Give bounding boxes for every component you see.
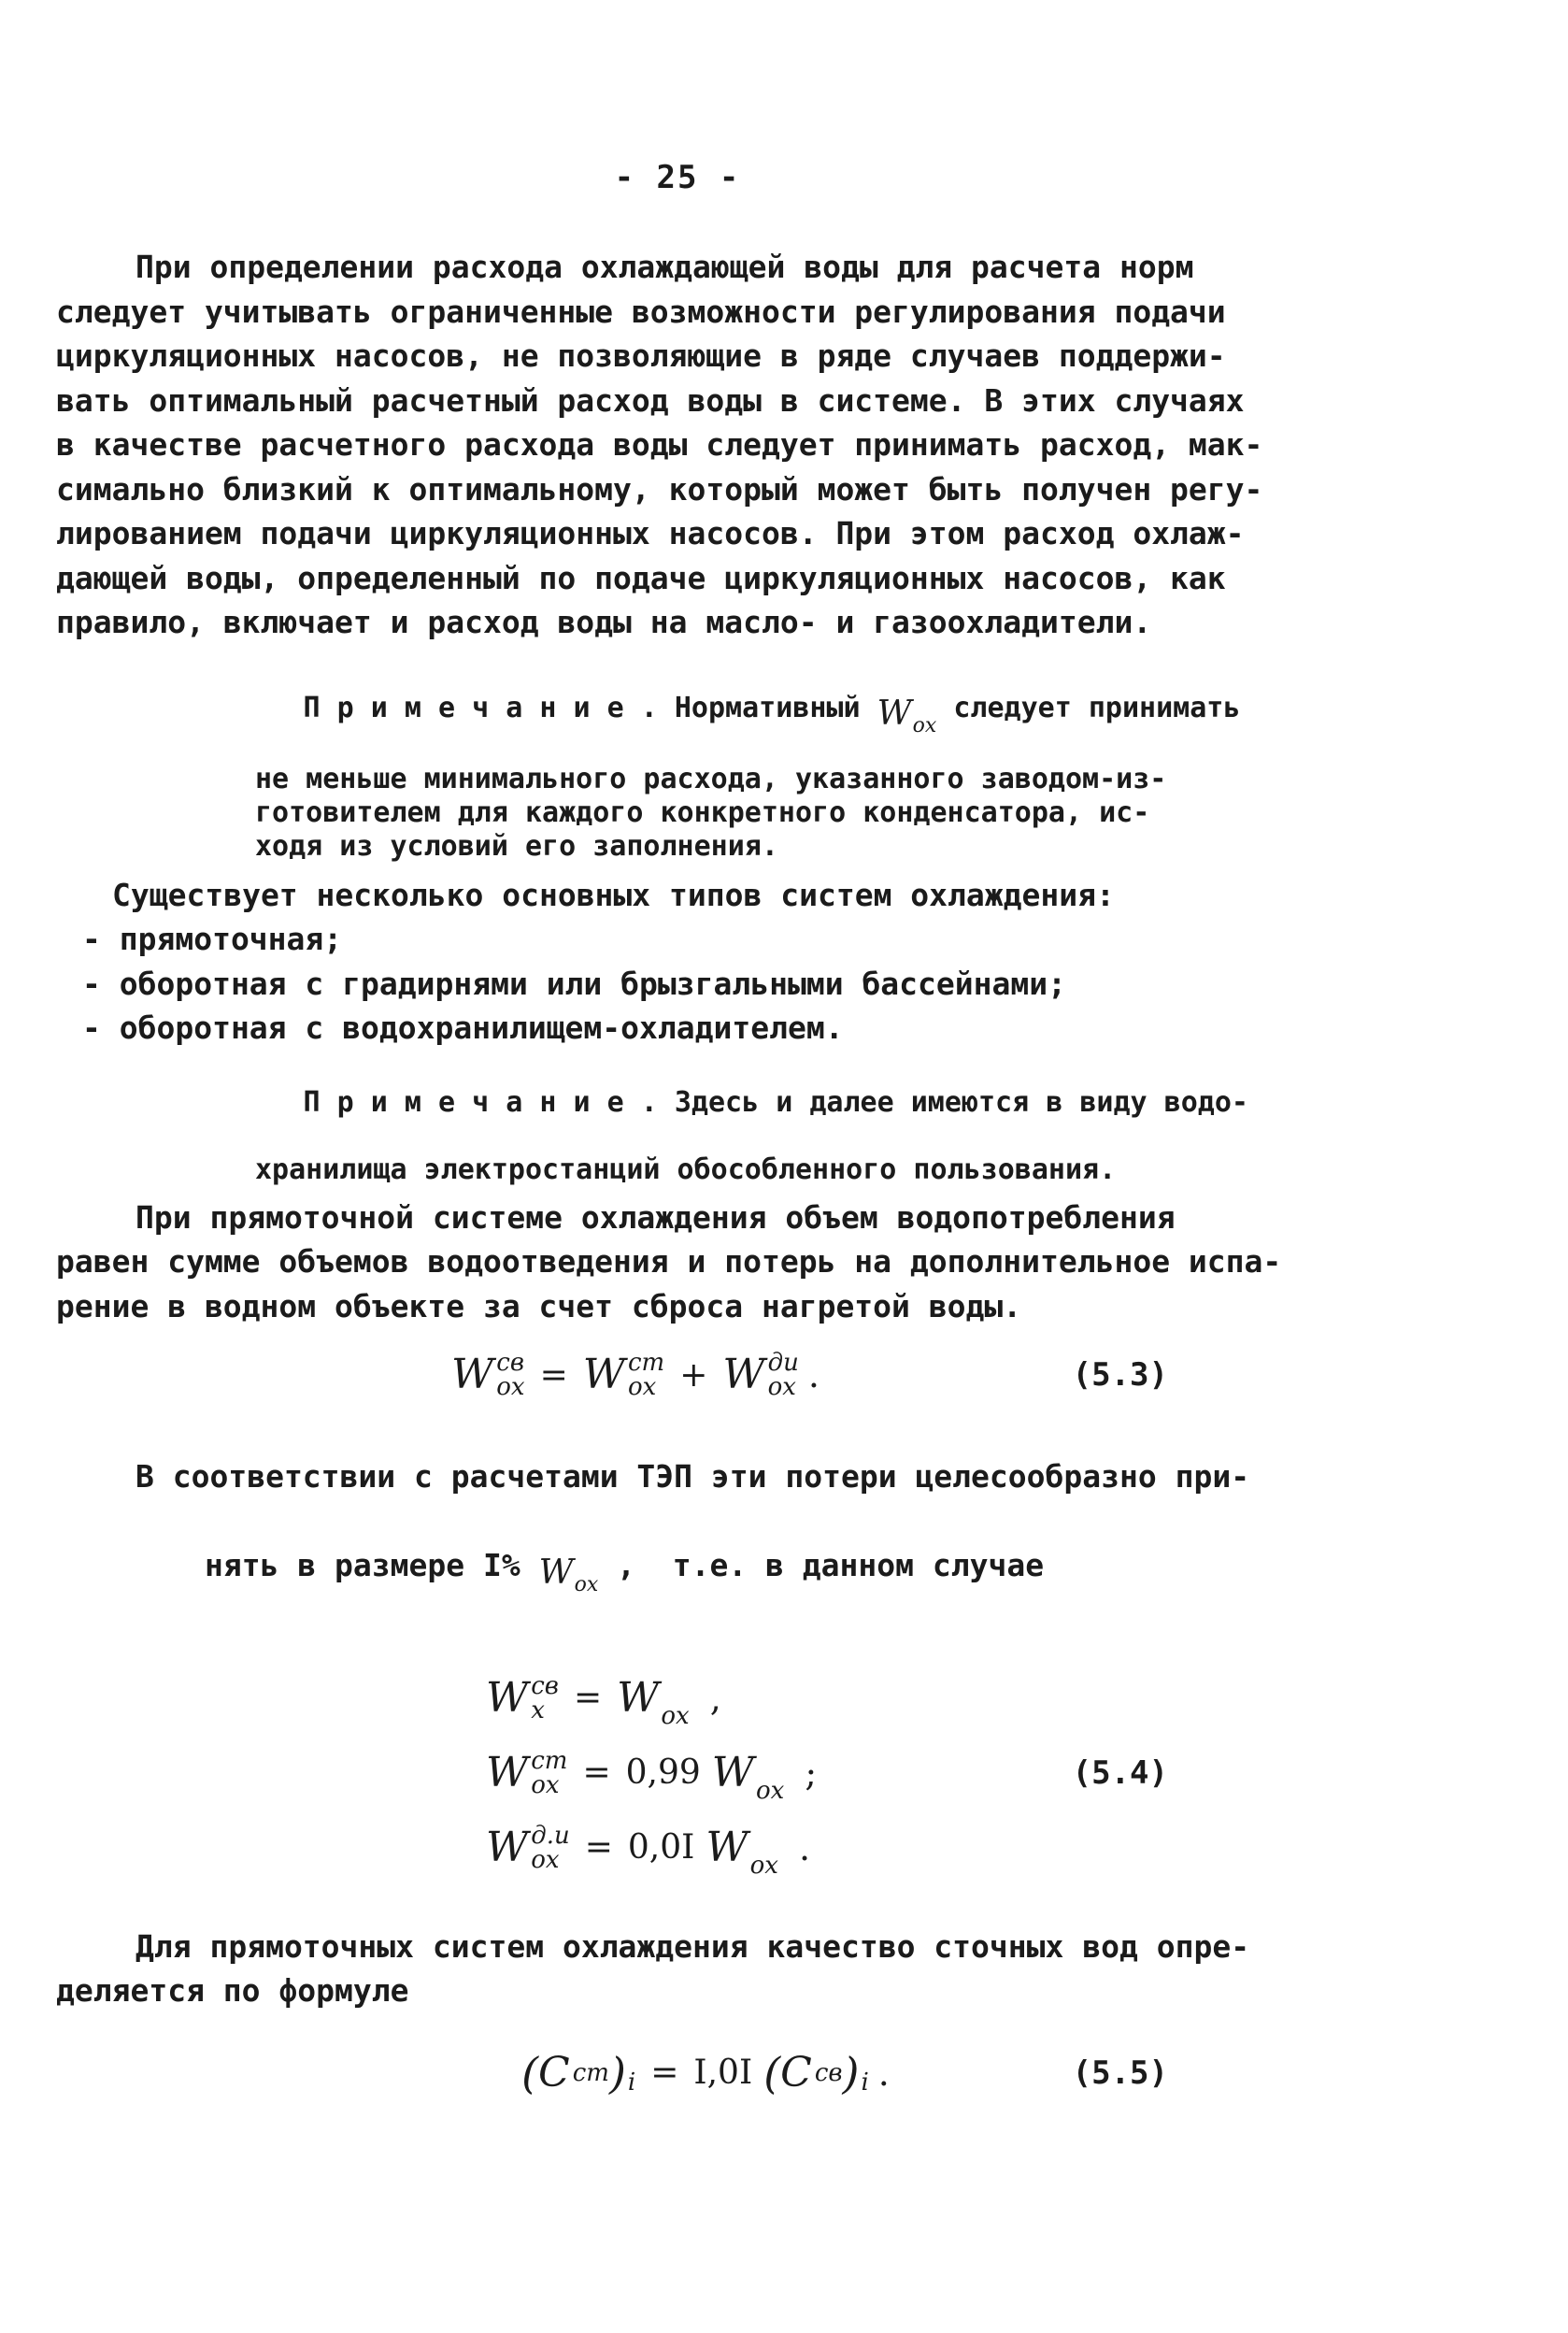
equals-sign: = <box>539 1355 568 1395</box>
note-text: Здесь и далее имеются в виду водо- <box>657 1085 1248 1119</box>
note-line: хранилища электростанций обособленного пользования. <box>255 1152 1117 1186</box>
note-text: следует принимать <box>936 691 1241 724</box>
w-di-ox-term: W ди ох <box>722 1349 799 1401</box>
list-lead: Существует несколько основных типов систем охлаждения: <box>112 876 1115 913</box>
index-i: i <box>627 2068 636 2097</box>
equation-number: (5.5) <box>1072 2054 1168 2092</box>
plus-sign: + <box>679 1355 708 1395</box>
body-line: в качестве расчетного расхода воды следует принимать расход, мак- <box>56 426 1263 463</box>
formula-row: W св х = W ох , <box>486 1671 721 1730</box>
coefficient: 0,0I <box>627 1828 695 1867</box>
note-label: П р и м е ч а н и е . <box>303 691 658 724</box>
note-line: ходя из условий его заполнения. <box>255 829 778 863</box>
body-line <box>56 1499 1299 1633</box>
coefficient: 0,99 <box>625 1753 701 1792</box>
w-ox-variable: W ох <box>538 1553 599 1596</box>
close-paren: ) <box>608 2047 626 2098</box>
body-line: следует учитывать ограниченные возможности регулирования подачи <box>56 293 1226 330</box>
body-line: При определении расхода охлаждающей воды для расчета норм <box>135 249 1194 285</box>
w-ox-variable: W ох <box>877 694 937 737</box>
body-line: симально близкий к оптимальному, который может быть получен регу- <box>56 470 1263 508</box>
open-paren: ( <box>521 2047 539 2098</box>
formula-period: . <box>787 1826 811 1868</box>
paragraph-4 <box>56 1925 1299 2013</box>
body-line: циркуляционных насосов, не позволяющие в ряде случаев поддержи- <box>56 337 1226 374</box>
w-st-ox-term: W ст ох <box>582 1349 665 1401</box>
body-line: рение в водном объекте за счет сброса нагретой воды. <box>56 1287 1022 1324</box>
index-i: i <box>861 2068 869 2097</box>
paragraph-2 <box>56 1195 1299 1329</box>
body-line: лированием подачи циркуляционных насосов. При этом расход охлаж- <box>56 515 1245 551</box>
open-paren: ( <box>763 2047 781 2098</box>
formula-body <box>451 1351 820 1399</box>
list-item: - прямоточная; <box>82 921 343 957</box>
equation-number: (5.3) <box>1072 1356 1168 1394</box>
close-paren: ) <box>842 2047 860 2098</box>
body-line: Для прямоточных систем охлаждения качество сточных вод опре- <box>135 1927 1250 1965</box>
formula-body <box>521 2047 890 2098</box>
formula-row: W ст ох = 0,99 W ох ; <box>486 1746 818 1805</box>
equals-sign: = <box>650 2054 679 2092</box>
c-st-term: C ст <box>538 2048 609 2097</box>
body-line: В соответствии с расчетами ТЭП эти потери целесообразно при- <box>135 1458 1250 1495</box>
note-text: Нормативный <box>657 691 877 724</box>
formula-5-3 <box>56 1338 1299 1412</box>
list-item: - оборотная с водохранилищем-охладителем. <box>82 1009 844 1046</box>
note-line: не меньше минимального расхода, указанного заводом-из- <box>255 762 1167 795</box>
note-label: П р и м е ч а н и е . <box>303 1085 658 1119</box>
equals-sign: = <box>582 1753 611 1792</box>
body-line: дающей воды, определенный по подаче циркуляционных насосов, как <box>56 559 1226 596</box>
paragraph-1 <box>56 245 1299 645</box>
page-number: - 25 - <box>614 159 741 196</box>
note-label-line <box>168 658 1299 763</box>
body-line: При прямоточной системе охлаждения объем водопотребления <box>135 1198 1176 1236</box>
equals-sign: = <box>573 1679 603 1717</box>
cooling-system-types <box>56 873 1299 1051</box>
page-content <box>56 0 1299 2111</box>
body-line: равен сумме объемов водоотведения и потерь на дополнительное испа- <box>56 1243 1282 1280</box>
formula-5-5 <box>56 2036 1299 2111</box>
formula-period: . <box>807 1354 820 1396</box>
equals-sign: = <box>584 1828 613 1867</box>
w-sv-ox-term: W св ох <box>451 1349 525 1401</box>
note-label-line <box>168 1052 1299 1153</box>
body-line: вать оптимальный расчетный расход воды в системе. В этих случаях <box>56 381 1245 419</box>
formula-comma: , <box>698 1677 721 1719</box>
body-text: , т.е. в данном случае <box>598 1547 1045 1583</box>
note-2 <box>168 1052 1299 1187</box>
coefficient: I,0I <box>693 2054 753 2092</box>
note-line: готовителем для каждого конкретного конденсатора, ис- <box>255 795 1150 829</box>
formula-5-4 <box>56 1661 1299 1885</box>
body-text: нять в размере I% <box>204 1547 539 1583</box>
formula-semicolon: ; <box>793 1752 818 1794</box>
body-line: деляется по формуле <box>56 1972 409 2009</box>
paragraph-3 <box>56 1454 1299 1633</box>
list-item: - оборотная с градирнями или брызгальными бассейнами; <box>82 965 1066 1002</box>
equation-number: (5.4) <box>1072 1753 1168 1792</box>
body-line: правило, включает и расход воды на масло- и газоохладители. <box>56 604 1152 640</box>
c-sv-term: C св <box>780 2048 843 2097</box>
formula-period: . <box>877 2052 890 2094</box>
formula-row: W д.и ох = 0,0I W ох . <box>486 1821 811 1880</box>
note-1 <box>168 658 1299 864</box>
